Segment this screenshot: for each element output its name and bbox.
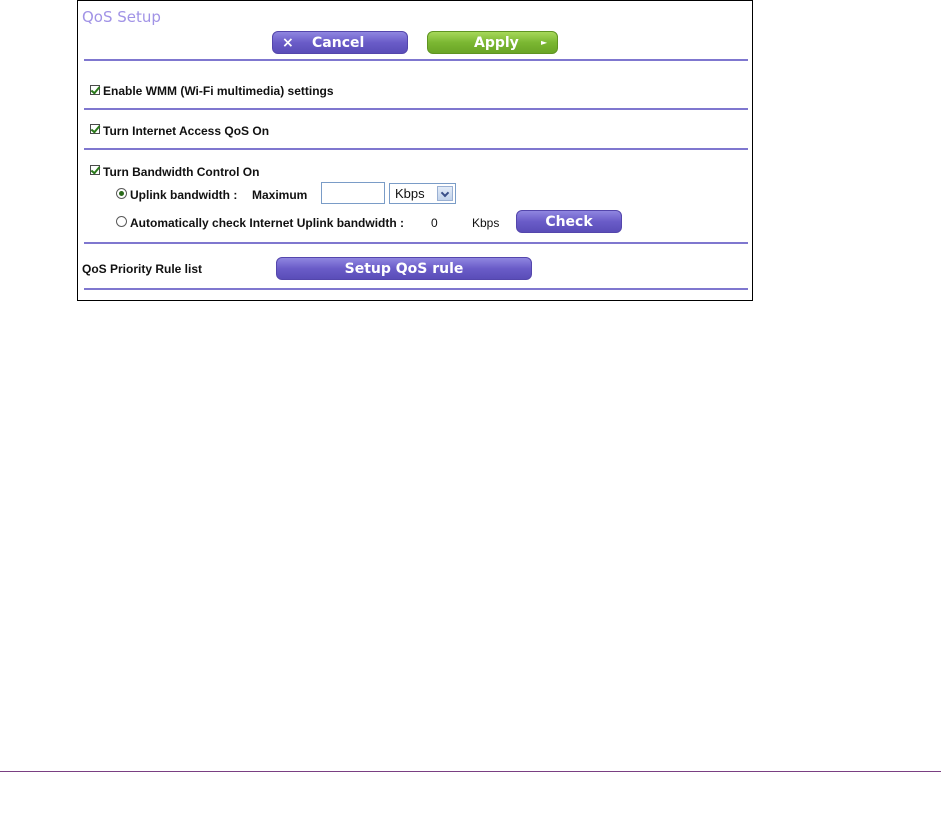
qos-priority-label: QoS Priority Rule list	[82, 262, 203, 276]
check-button-label: Check	[545, 214, 593, 230]
wmm-label: Enable WMM (Wi-Fi multimedia) settings	[103, 84, 334, 98]
divider-top	[84, 59, 748, 61]
bandwidth-unit-value: Kbps	[395, 186, 425, 201]
qos-setup-panel	[77, 0, 753, 301]
divider-bottom	[84, 288, 748, 290]
setup-qos-rule-label: Setup QoS rule	[344, 261, 464, 277]
auto-bandwidth-unit: Kbps	[472, 216, 500, 230]
internet-qos-label: Turn Internet Access QoS On	[103, 124, 270, 138]
uplink-bandwidth-input[interactable]	[321, 182, 385, 204]
auto-check-label: Automatically check Internet Uplink bandwidth :	[130, 216, 405, 230]
divider-bandwidth	[84, 242, 748, 244]
check-button[interactable]	[516, 210, 622, 233]
apply-button[interactable]	[427, 31, 558, 54]
cancel-button-label: Cancel	[312, 35, 365, 51]
footer-rule	[0, 771, 941, 772]
cancel-button[interactable]	[272, 31, 408, 54]
auto-check-radio[interactable]	[116, 216, 127, 227]
setup-qos-rule-button[interactable]	[276, 257, 532, 280]
page-title: QoS Setup	[82, 8, 161, 26]
auto-bandwidth-value: 0	[431, 216, 438, 230]
uplink-bandwidth-label: Uplink bandwidth :	[130, 188, 238, 202]
internet-qos-checkbox[interactable]	[90, 124, 100, 134]
bandwidth-unit-select[interactable]	[389, 183, 456, 204]
bandwidth-control-checkbox[interactable]	[90, 165, 100, 175]
divider-wmm	[84, 108, 748, 110]
chevron-down-icon[interactable]	[437, 186, 453, 201]
close-icon: ×	[282, 35, 294, 51]
bandwidth-control-label: Turn Bandwidth Control On	[103, 165, 260, 179]
wmm-checkbox[interactable]	[90, 85, 100, 95]
apply-button-label: Apply	[474, 35, 519, 51]
divider-internet-qos	[84, 148, 748, 150]
maximum-label: Maximum	[252, 188, 308, 202]
arrow-right-icon: ►	[541, 38, 548, 47]
uplink-bandwidth-radio[interactable]	[116, 188, 127, 199]
